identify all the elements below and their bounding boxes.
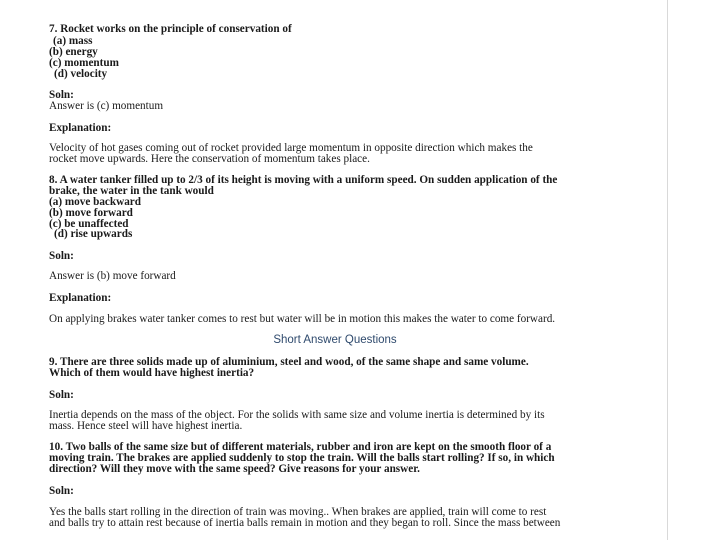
q10-answer-line-2: and balls try to attain rest because of inertia balls remain in motion and they began to roll. Since the mass between — [49, 517, 561, 529]
q9-soln-label: Soln: — [49, 389, 74, 401]
q10-question-line-2: moving train. The brakes are applied suddenly to stop the train. Will the balls start rolling? If so, in which — [49, 452, 555, 464]
q7-option-c: (c) momentum — [49, 57, 119, 69]
q7-question: 7. Rocket works on the principle of conservation of — [49, 23, 292, 35]
q8-question-line-1: 8. A water tanker filled up to 2/3 of its height is moving with a uniform speed. On sudden application of the — [49, 174, 558, 186]
q7-explanation-line-1: Velocity of hot gases coming out of rocket provided large momentum in opposite direction which makes the — [49, 142, 533, 154]
q9-question-line-1: 9. There are three solids made up of aluminium, steel and wood, of the same shape and same volume. — [49, 356, 529, 368]
q10-question-line-1: 10. Two balls of the same size but of different materials, rubber and iron are kept on the smooth floor of a — [49, 441, 552, 453]
q8-question-line-2: brake, the water in the tank would — [49, 185, 214, 197]
q8-answer: Answer is (b) move forward — [49, 270, 176, 282]
q10-answer-line-1: Yes the balls start rolling in the direction of train was moving.. When brakes are applied, train will come to rest — [49, 506, 547, 518]
q7-soln-label: Soln: — [49, 89, 74, 101]
q7-explanation-label: Explanation: — [49, 122, 112, 134]
q8-option-b: (b) move forward — [49, 207, 133, 219]
q10-question-line-3: direction? Will they move with the same speed? Give reasons for your answer. — [49, 463, 420, 475]
q7-explanation-line-2: rocket move upwards. Here the conservation of momentum takes place. — [49, 153, 370, 165]
q8-explanation-line-1: On applying brakes water tanker comes to rest but water will be in motion this makes the water to come forward. — [49, 313, 556, 325]
q7-option-d: (d) velocity — [54, 68, 108, 80]
q7-option-b: (b) energy — [49, 46, 98, 58]
q8-option-a: (a) move backward — [49, 196, 141, 208]
q9-answer-line-1: Inertia depends on the mass of the object. For the solids with same size and volume inertia is determined by its — [49, 409, 545, 421]
q8-explanation-label: Explanation: — [49, 292, 112, 304]
q10-soln-label: Soln: — [49, 485, 74, 497]
section-heading: Short Answer Questions — [273, 334, 397, 346]
q9-question-line-2: Which of them would have highest inertia? — [49, 367, 255, 379]
q9-answer-line-2: mass. Hence steel will have highest inertia. — [49, 420, 243, 432]
q7-answer: Answer is (c) momentum — [49, 100, 164, 112]
q8-soln-label: Soln: — [49, 250, 74, 262]
q8-option-d: (d) rise upwards — [54, 228, 133, 240]
q7-option-a: (a) mass — [53, 35, 93, 47]
q8-option-c: (c) be unaffected — [49, 218, 129, 230]
